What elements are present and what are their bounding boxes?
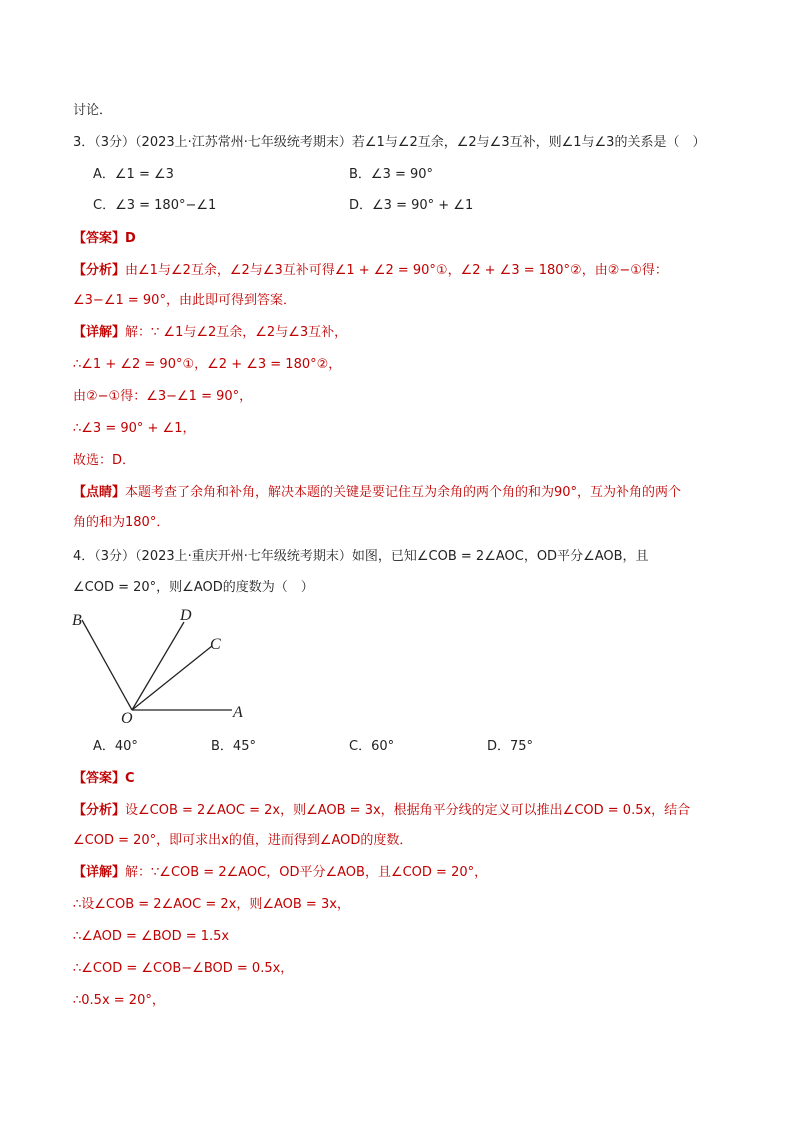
q3-option-b: B．∠3 = 90° (349, 167, 434, 182)
q3-detail-line-4: ∴∠3 = 90° + ∠1， (73, 421, 196, 436)
q3-detail-line-2: ∴∠1 + ∠2 = 90°①，∠2 + ∠3 = 180°②， (73, 357, 342, 372)
label-b: B (72, 612, 82, 629)
ray-ob (82, 620, 132, 710)
answer-value: C (125, 771, 135, 786)
comment-label: 【点睛】 (73, 485, 126, 500)
analysis-label: 【分析】 (73, 803, 126, 818)
comment-text: 本题考查了余角和补角，解决本题的关键是要记住互为余角的两个角的和为90°，互为补角的两个 (125, 485, 682, 500)
q4-option-d: D．75° (487, 739, 534, 754)
q4-option-c: C．60° (349, 739, 395, 754)
detail-text: 解：∵∠COB = 2∠AOC，OD平分∠AOB，且∠COD = 20°， (125, 865, 488, 880)
q3-stem: 3．（3分）（2023上·江苏常州·七年级统考期末）若∠1与∠2互余，∠2与∠3互补，则∠1与∠3的关系是（ ） (73, 135, 706, 150)
detail-label: 【详解】 (73, 865, 126, 880)
answer-label: 【答案】 (73, 771, 126, 786)
q3-comment-line-1 (73, 483, 681, 503)
q3-detail-line-5: 故选：D． (73, 453, 136, 468)
q3-answer (73, 229, 136, 249)
ray-oc (132, 646, 212, 710)
q4-stem-line-1: 4．（3分）（2023上·重庆开州·七年级统考期末）如图，已知∠COB = 2∠AOC，OD平分∠AOB，且 (73, 549, 649, 564)
q4-detail-line-2: ∴设∠COB = 2∠AOC = 2x，则∠AOB = 3x， (73, 897, 350, 912)
q3-option-d: D．∠3 = 90° + ∠1 (349, 198, 474, 213)
q4-analysis-line-1 (73, 801, 690, 821)
label-c: C (210, 636, 221, 653)
q4-detail-line-4: ∴∠COD = ∠COB−∠BOD = 0.5x， (73, 961, 294, 976)
angle-figure (60, 600, 280, 730)
analysis-label: 【分析】 (73, 263, 126, 278)
detail-label: 【详解】 (73, 325, 126, 340)
label-d: D (180, 607, 192, 624)
q3-option-a: A．∠1 = ∠3 (93, 167, 174, 182)
q4-detail-line-1 (73, 863, 487, 883)
analysis-text: 设∠COB = 2∠AOC = 2x，则∠AOB = 3x，根据角平分线的定义可以推出∠COD = 0.5x，结合 (125, 803, 691, 818)
q4-analysis-line-2: ∠COD = 20°，即可求出x的值，进而得到∠AOD的度数． (73, 833, 413, 848)
q3-analysis-line-2: ∠3−∠1 = 90°，由此即可得到答案． (73, 293, 296, 308)
q3-analysis-line-1 (73, 261, 668, 281)
q4-option-b: B．45° (211, 739, 256, 754)
answer-label: 【答案】 (73, 231, 126, 246)
q3-detail-line-3: 由②−①得：∠3−∠1 = 90°， (73, 389, 253, 404)
label-o: O (121, 710, 133, 727)
answer-value: D (125, 231, 136, 246)
q4-stem-line-2: ∠COD = 20°，则∠AOD的度数为（ ） (73, 580, 314, 595)
detail-text: 解：∵ ∠1与∠2互余，∠2与∠3互补， (125, 325, 348, 340)
q3-detail-line-1 (73, 323, 347, 343)
continuation-text: 讨论． (73, 103, 113, 118)
q4-option-a: A．40° (93, 739, 138, 754)
q4-answer (73, 769, 135, 789)
q3-option-c: C．∠3 = 180°−∠1 (93, 198, 217, 213)
label-a: A (233, 704, 243, 721)
q4-detail-line-3: ∴∠AOD = ∠BOD = 1.5x (73, 929, 230, 944)
q3-comment-line-2: 角的和为180°． (73, 515, 170, 530)
q4-detail-line-5: ∴0.5x = 20°， (73, 993, 165, 1008)
ray-od (132, 622, 184, 710)
analysis-text: 由∠1与∠2互余，∠2与∠3互补可得∠1 + ∠2 = 90°①，∠2 + ∠3 = 180°②，由②−①得： (125, 263, 668, 278)
